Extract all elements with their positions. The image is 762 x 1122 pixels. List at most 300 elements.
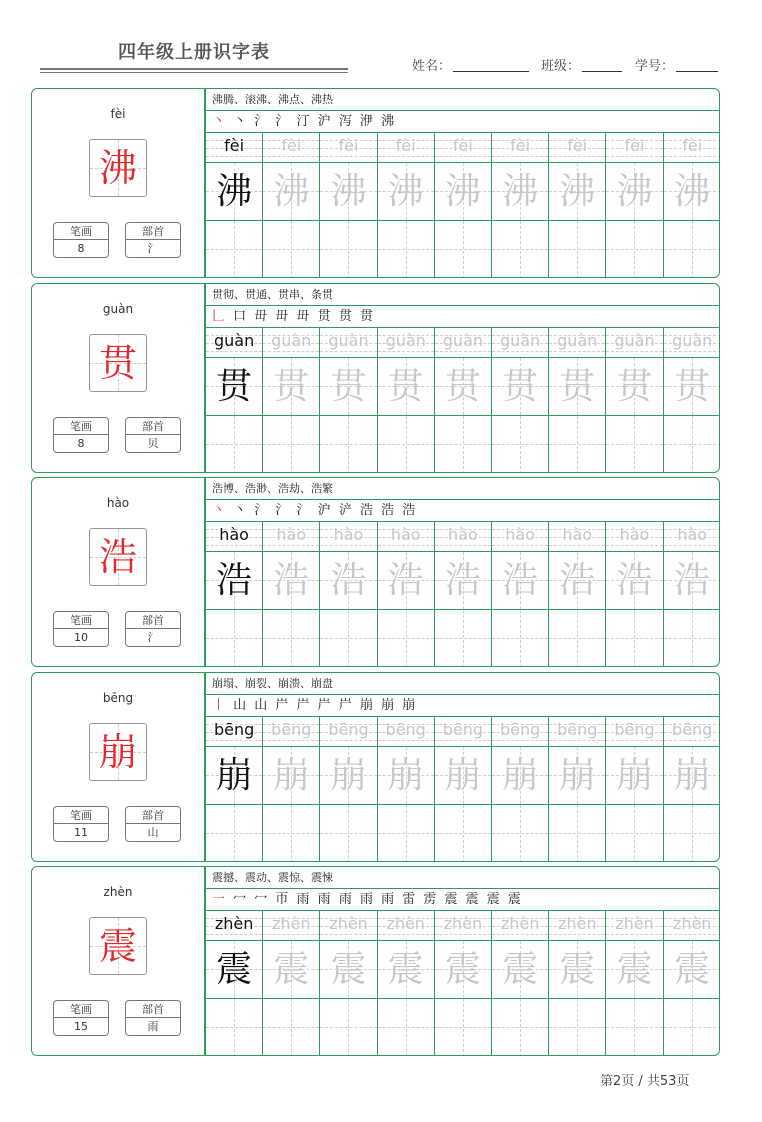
char-display-box — [89, 334, 147, 392]
char-cell[interactable] — [206, 552, 262, 610]
pinyin-trace: guàn — [672, 331, 713, 350]
radical-box — [125, 222, 181, 258]
char-cell[interactable] — [606, 358, 662, 416]
practice-grid — [206, 133, 720, 278]
practice-column — [320, 717, 377, 862]
blank-practice-cell[interactable] — [492, 805, 548, 862]
blank-practice-cell[interactable] — [606, 999, 662, 1056]
pinyin-trace: hào — [619, 525, 650, 544]
practice-column — [435, 717, 492, 862]
blank-practice-cell[interactable] — [263, 805, 319, 862]
blank-practice-cell[interactable] — [606, 416, 662, 473]
blank-practice-cell[interactable] — [378, 999, 434, 1056]
practice-column — [378, 328, 435, 473]
card-info-panel — [32, 89, 204, 277]
char-cell[interactable] — [549, 552, 605, 610]
char-trace: 沸 — [330, 171, 367, 212]
char-cell[interactable] — [320, 552, 376, 610]
pinyin-cell[interactable] — [664, 717, 720, 747]
card-pinyin: zhèn — [103, 885, 133, 899]
blank-practice-cell[interactable] — [263, 416, 319, 473]
practice-column — [664, 717, 720, 862]
char-cell[interactable] — [664, 552, 720, 610]
pinyin-trace: fèi — [395, 136, 416, 155]
practice-column — [492, 133, 549, 278]
character-card — [31, 672, 720, 862]
practice-grid — [206, 328, 720, 473]
practice-column — [320, 328, 377, 473]
card-info-panel — [32, 478, 204, 666]
blank-practice-cell[interactable] — [263, 610, 319, 667]
char-cell[interactable] — [320, 941, 376, 999]
pinyin-cell[interactable] — [435, 717, 491, 747]
pinyin-trace: guàn — [328, 331, 369, 350]
pinyin-cell[interactable] — [664, 328, 720, 358]
radical-box — [125, 417, 181, 453]
strokes-box — [53, 222, 109, 258]
title-rule-thin — [40, 72, 348, 73]
practice-column — [206, 133, 263, 278]
char-cell[interactable] — [492, 163, 548, 221]
card-pinyin: bēng — [102, 691, 134, 705]
pinyin-trace: zhèn — [672, 914, 712, 933]
char-display-box — [89, 528, 147, 586]
char-cell[interactable] — [263, 747, 319, 805]
strokes-box — [53, 1000, 109, 1036]
char-trace: 沸 — [444, 171, 481, 212]
pinyin-trace: hào — [276, 525, 307, 544]
pinyin-trace: fèi — [567, 136, 588, 155]
character-card — [31, 477, 720, 667]
char-cell[interactable] — [378, 552, 434, 610]
pinyin-cell[interactable] — [606, 911, 662, 941]
pinyin-cell[interactable] — [206, 328, 262, 358]
blank-practice-cell[interactable] — [320, 416, 376, 473]
char-cell[interactable] — [606, 941, 662, 999]
pinyin-cell[interactable] — [378, 911, 434, 941]
char-trace: 浩 — [330, 560, 367, 601]
char-cell[interactable] — [606, 552, 662, 610]
char-model: 浩 — [216, 560, 253, 601]
pinyin-cell[interactable] — [263, 328, 319, 358]
pinyin-trace: zhèn — [443, 914, 483, 933]
blank-practice-cell[interactable] — [549, 999, 605, 1056]
pinyin-trace: zhèn — [272, 914, 311, 933]
char-display: 震 — [98, 924, 137, 968]
class-field[interactable] — [541, 52, 622, 74]
char-trace: 震 — [674, 949, 711, 990]
card-info-panel — [32, 867, 204, 1055]
strokes-label: 笔画 — [54, 418, 108, 435]
practice-column — [492, 717, 549, 862]
card-pinyin: fèi — [110, 107, 126, 121]
pinyin-cell[interactable] — [206, 133, 262, 163]
strokes-value: 8 — [77, 242, 85, 255]
blank-practice-cell[interactable] — [492, 999, 548, 1056]
practice-column — [606, 717, 663, 862]
char-cell[interactable] — [549, 163, 605, 221]
char-trace: 沸 — [502, 171, 539, 212]
char-trace: 贯 — [559, 366, 596, 407]
char-trace: 浩 — [674, 560, 711, 601]
pinyin-cell[interactable] — [435, 328, 491, 358]
char-cell[interactable] — [606, 747, 662, 805]
char-cell[interactable] — [378, 747, 434, 805]
practice-column — [435, 133, 492, 278]
blank-practice-cell[interactable] — [206, 221, 262, 278]
practice-column — [492, 522, 549, 667]
character-card — [31, 88, 720, 278]
char-cell[interactable] — [664, 163, 720, 221]
radical-value: 氵 — [147, 631, 159, 644]
pinyin-trace: fèi — [338, 136, 359, 155]
pinyin-cell[interactable] — [378, 522, 434, 552]
example-words: 沸腾、滚沸、沸点、沸热 — [206, 89, 720, 111]
blank-practice-cell[interactable] — [263, 221, 319, 278]
example-words: 震撼、震动、震惊、震悚 — [206, 867, 720, 889]
blank-practice-cell[interactable] — [320, 805, 376, 862]
pinyin-trace: fèi — [510, 136, 531, 155]
char-cell[interactable] — [206, 941, 262, 999]
char-trace: 浩 — [616, 560, 653, 601]
pinyin-cell[interactable] — [606, 717, 662, 747]
char-cell[interactable] — [206, 747, 262, 805]
strokes-box — [53, 417, 109, 453]
char-display-box — [89, 723, 147, 781]
pinyin-trace: zhèn — [329, 914, 368, 933]
char-cell[interactable] — [263, 163, 319, 221]
strokes-value: 11 — [74, 826, 88, 839]
stroke-first: 𠃊 — [212, 309, 228, 324]
pinyin-cell[interactable] — [435, 911, 491, 941]
char-cell[interactable] — [492, 941, 548, 999]
practice-column — [378, 522, 435, 667]
char-trace: 沸 — [387, 171, 424, 212]
practice-column — [492, 911, 549, 1056]
pinyin-trace: guàn — [557, 331, 598, 350]
pinyin-cell[interactable] — [378, 717, 434, 747]
stroke-order — [206, 500, 720, 522]
char-model: 崩 — [216, 755, 253, 796]
blank-practice-cell[interactable] — [549, 416, 605, 473]
blank-practice-cell[interactable] — [549, 221, 605, 278]
blank-practice-cell[interactable] — [263, 999, 319, 1056]
stroke-rest: 山 山 屵 屵 屵 屵 崩 崩 崩 — [233, 698, 418, 713]
practice-column — [206, 522, 263, 667]
stroke-order — [206, 306, 720, 328]
char-model: 沸 — [216, 171, 253, 212]
blank-practice-cell[interactable] — [435, 221, 491, 278]
stroke-order — [206, 111, 720, 133]
blank-practice-cell[interactable] — [435, 999, 491, 1056]
blank-practice-cell[interactable] — [664, 416, 720, 473]
blank-practice-cell[interactable] — [320, 610, 376, 667]
blank-practice-cell[interactable] — [492, 610, 548, 667]
char-cell[interactable] — [206, 358, 262, 416]
blank-practice-cell[interactable] — [378, 610, 434, 667]
blank-practice-cell[interactable] — [206, 610, 262, 667]
pinyin-cell[interactable] — [320, 522, 376, 552]
strokes-label: 笔画 — [54, 612, 108, 629]
practice-column — [606, 522, 663, 667]
pinyin-trace: guàn — [499, 331, 541, 350]
char-cell[interactable] — [492, 552, 548, 610]
blank-practice-cell[interactable] — [664, 999, 720, 1056]
student-number-field[interactable] — [635, 52, 718, 74]
char-trace: 震 — [330, 949, 367, 990]
char-display: 沸 — [98, 146, 137, 190]
pinyin-cell[interactable] — [664, 133, 720, 163]
pinyin-trace: bēng — [557, 720, 598, 739]
blank-practice-cell[interactable] — [492, 221, 548, 278]
stroke-first: 丨 — [212, 698, 228, 713]
practice-column — [664, 133, 720, 278]
pinyin-cell[interactable] — [549, 133, 605, 163]
pinyin-cell[interactable] — [492, 717, 548, 747]
strokes-value: 15 — [74, 1020, 88, 1033]
blank-practice-cell[interactable] — [378, 805, 434, 862]
char-cell[interactable] — [664, 747, 720, 805]
practice-column — [549, 911, 606, 1056]
blank-practice-cell[interactable] — [549, 610, 605, 667]
pinyin-trace: hào — [390, 525, 421, 544]
char-trace: 崩 — [330, 755, 367, 796]
practice-column — [606, 133, 663, 278]
practice-grid — [206, 717, 720, 862]
blank-practice-cell[interactable] — [606, 221, 662, 278]
char-cell[interactable] — [378, 163, 434, 221]
char-cell[interactable] — [435, 358, 491, 416]
pinyin-cell[interactable] — [320, 133, 376, 163]
radical-box — [125, 1000, 181, 1036]
practice-column — [320, 522, 377, 667]
blank-practice-cell[interactable] — [435, 610, 491, 667]
char-cell[interactable] — [320, 747, 376, 805]
pinyin-cell[interactable] — [549, 522, 605, 552]
pinyin-trace: guàn — [271, 331, 312, 350]
pinyin-cell[interactable] — [549, 911, 605, 941]
char-cell[interactable] — [492, 747, 548, 805]
pinyin-trace: fèi — [281, 136, 302, 155]
practice-column — [492, 328, 549, 473]
practice-grid — [206, 911, 720, 1056]
char-trace: 震 — [273, 949, 310, 990]
name-line — [453, 71, 529, 72]
pinyin-cell[interactable] — [492, 328, 548, 358]
char-cell[interactable] — [263, 941, 319, 999]
char-cell[interactable] — [549, 358, 605, 416]
char-cell[interactable] — [320, 358, 376, 416]
practice-column — [206, 328, 263, 473]
pinyin-cell[interactable] — [206, 911, 262, 941]
pinyin-cell[interactable] — [664, 522, 720, 552]
char-trace: 贯 — [330, 366, 367, 407]
char-cell[interactable] — [664, 358, 720, 416]
name-field[interactable] — [412, 52, 529, 74]
pinyin-cell[interactable] — [263, 911, 319, 941]
char-cell[interactable] — [606, 163, 662, 221]
pinyin-trace: guàn — [385, 331, 426, 350]
practice-column — [549, 328, 606, 473]
blank-practice-cell[interactable] — [378, 416, 434, 473]
char-trace: 贯 — [387, 366, 424, 407]
pinyin-cell[interactable] — [263, 717, 319, 747]
blank-practice-cell[interactable] — [206, 805, 262, 862]
pinyin-trace: fèi — [682, 136, 703, 155]
blank-practice-cell[interactable] — [664, 221, 720, 278]
pinyin-cell[interactable] — [492, 522, 548, 552]
pinyin-model: hào — [219, 525, 249, 544]
practice-column — [435, 911, 492, 1056]
char-cell[interactable] — [206, 163, 262, 221]
page-number: 第2页 / 共53页 — [600, 1074, 690, 1089]
pinyin-cell[interactable] — [320, 717, 376, 747]
practice-column — [263, 717, 320, 862]
practice-column — [320, 911, 377, 1056]
example-words: 崩塌、崩裂、崩溃、崩盘 — [206, 673, 720, 695]
char-trace: 贯 — [502, 366, 539, 407]
pinyin-cell[interactable] — [206, 717, 262, 747]
pinyin-cell[interactable] — [492, 133, 548, 163]
pinyin-trace: guàn — [614, 331, 655, 350]
card-info-panel — [32, 673, 204, 861]
char-cell[interactable] — [664, 941, 720, 999]
student-number-label: 学号： — [635, 59, 675, 74]
pinyin-trace: hào — [333, 525, 364, 544]
stroke-order — [206, 695, 720, 717]
stroke-first: 丶 — [212, 503, 228, 518]
blank-practice-cell[interactable] — [378, 221, 434, 278]
blank-practice-cell[interactable] — [435, 805, 491, 862]
char-cell[interactable] — [492, 358, 548, 416]
pinyin-cell[interactable] — [378, 133, 434, 163]
strokes-box — [53, 806, 109, 842]
pinyin-cell[interactable] — [606, 328, 662, 358]
blank-practice-cell[interactable] — [664, 805, 720, 862]
char-trace: 震 — [502, 949, 539, 990]
blank-practice-cell[interactable] — [549, 805, 605, 862]
practice-column — [263, 328, 320, 473]
practice-column — [435, 328, 492, 473]
pinyin-trace: zhèn — [615, 914, 654, 933]
char-cell[interactable] — [263, 358, 319, 416]
char-cell[interactable] — [435, 941, 491, 999]
char-model: 震 — [216, 949, 253, 990]
blank-practice-cell[interactable] — [606, 805, 662, 862]
char-display: 崩 — [98, 730, 137, 774]
card-pinyin: guàn — [102, 302, 134, 316]
blank-practice-cell[interactable] — [492, 416, 548, 473]
practice-column — [549, 522, 606, 667]
char-trace: 贯 — [674, 366, 711, 407]
pinyin-cell[interactable] — [378, 328, 434, 358]
char-cell[interactable] — [435, 163, 491, 221]
stroke-rest: 冖 冖 帀 雨 雨 雨 雨 雨 雷 雳 震 震 震 震 — [233, 892, 523, 907]
pinyin-cell[interactable] — [263, 133, 319, 163]
radical-label: 部首 — [126, 807, 180, 824]
char-cell[interactable] — [263, 552, 319, 610]
pinyin-cell[interactable] — [320, 911, 376, 941]
pinyin-trace: hào — [562, 525, 593, 544]
char-trace: 浩 — [502, 560, 539, 601]
example-words: 浩博、浩渺、浩劫、浩繁 — [206, 478, 720, 500]
char-trace: 崩 — [616, 755, 653, 796]
practice-column — [549, 133, 606, 278]
page-title: 四年级上册识字表 — [118, 42, 270, 63]
char-trace: 浩 — [387, 560, 424, 601]
char-trace: 震 — [559, 949, 596, 990]
blank-practice-cell[interactable] — [606, 610, 662, 667]
pinyin-cell[interactable] — [435, 133, 491, 163]
example-words: 贯彻、贯通、贯串、条贯 — [206, 284, 720, 306]
char-cell[interactable] — [435, 552, 491, 610]
pinyin-cell[interactable] — [435, 522, 491, 552]
pinyin-cell[interactable] — [606, 133, 662, 163]
pinyin-cell[interactable] — [606, 522, 662, 552]
pinyin-cell[interactable] — [549, 328, 605, 358]
pinyin-cell[interactable] — [206, 522, 262, 552]
stroke-rest: 丶 氵 氵 氵 沪 浐 浩 浩 浩 — [233, 503, 418, 518]
practice-column — [263, 133, 320, 278]
blank-practice-cell[interactable] — [320, 999, 376, 1056]
pinyin-trace: bēng — [614, 720, 655, 739]
character-card — [31, 866, 720, 1056]
pinyin-cell[interactable] — [549, 717, 605, 747]
pinyin-trace: bēng — [672, 720, 713, 739]
pinyin-trace: fèi — [624, 136, 645, 155]
practice-column — [378, 717, 435, 862]
stroke-first: 丶 — [212, 114, 228, 129]
char-cell[interactable] — [435, 747, 491, 805]
char-trace: 贯 — [616, 366, 653, 407]
blank-practice-cell[interactable] — [320, 221, 376, 278]
char-trace: 贯 — [273, 366, 310, 407]
char-trace: 崩 — [444, 755, 481, 796]
practice-column — [206, 911, 263, 1056]
char-trace: 震 — [444, 949, 481, 990]
blank-practice-cell[interactable] — [206, 999, 262, 1056]
student-number-line — [676, 71, 718, 72]
blank-practice-cell[interactable] — [664, 610, 720, 667]
practice-column — [263, 522, 320, 667]
pinyin-cell[interactable] — [263, 522, 319, 552]
radical-value: 氵 — [147, 242, 159, 255]
blank-practice-cell[interactable] — [435, 416, 491, 473]
pinyin-model: fèi — [224, 136, 245, 155]
radical-box — [125, 806, 181, 842]
radical-value: 山 — [147, 826, 159, 839]
pinyin-cell[interactable] — [492, 911, 548, 941]
pinyin-trace: bēng — [271, 720, 312, 739]
char-cell[interactable] — [549, 747, 605, 805]
title-rule — [40, 68, 348, 70]
name-label: 姓名： — [412, 59, 452, 74]
char-cell[interactable] — [320, 163, 376, 221]
char-trace: 浩 — [444, 560, 481, 601]
pinyin-trace: fèi — [452, 136, 473, 155]
strokes-box — [53, 611, 109, 647]
char-cell[interactable] — [378, 358, 434, 416]
pinyin-cell[interactable] — [320, 328, 376, 358]
char-cell[interactable] — [378, 941, 434, 999]
char-trace: 沸 — [273, 171, 310, 212]
pinyin-trace: zhèn — [558, 914, 597, 933]
blank-practice-cell[interactable] — [206, 416, 262, 473]
pinyin-trace: bēng — [499, 720, 541, 739]
char-trace: 震 — [616, 949, 653, 990]
char-cell[interactable] — [549, 941, 605, 999]
pinyin-cell[interactable] — [664, 911, 720, 941]
